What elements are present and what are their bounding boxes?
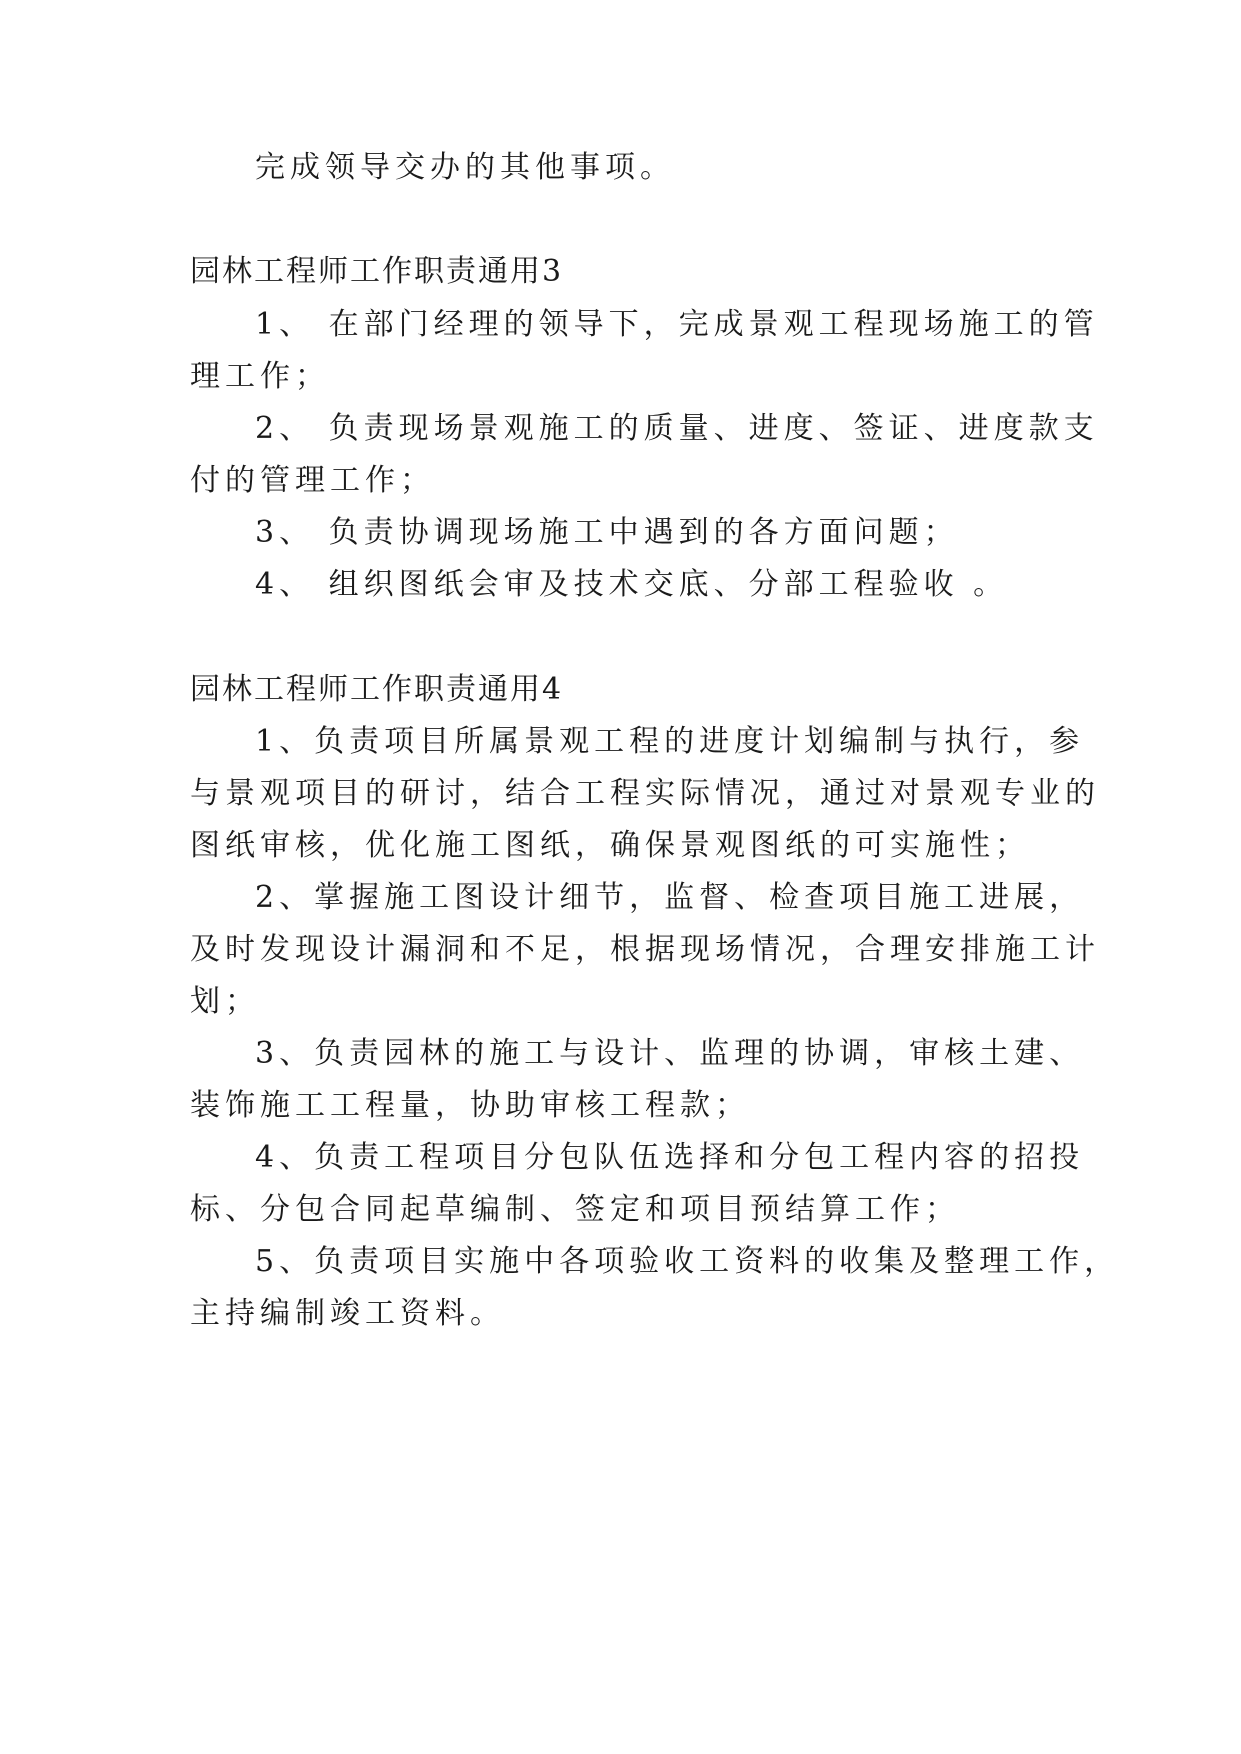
intro-paragraph: 完成领导交办的其他事项。 — [255, 150, 675, 185]
section-4-item-3-line-2: 装饰施工工程量，协助审核工程款； — [190, 1088, 750, 1123]
section-4-item-4-line-1: 4、负责工程项目分包队伍选择和分包工程内容的招投 — [255, 1140, 1085, 1175]
section-4-item-5-line-2: 主持编制竣工资料。 — [190, 1296, 505, 1331]
section-4-item-5-line-1: 5、负责项目实施中各项验收工资料的收集及整理工作， — [255, 1244, 1120, 1279]
section-3-item-1-line-2: 理工作； — [190, 359, 330, 394]
section-4-item-3-line-1: 3、负责园林的施工与设计、监理的协调，审核土建、 — [255, 1036, 1085, 1071]
section-4-item-1-line-2: 与景观项目的研讨，结合工程实际情况，通过对景观专业的 — [190, 776, 1100, 811]
section-4-item-2-line-3: 划； — [190, 984, 260, 1019]
section-4-item-1-line-3: 图纸审核，优化施工图纸，确保景观图纸的可实施性； — [190, 828, 1030, 863]
section-3-title: 园林工程师工作职责通用3 — [190, 254, 564, 289]
section-3-item-2-line-1: 2、 负责现场景观施工的质量、进度、签证、进度款支 — [255, 411, 1099, 446]
section-4-item-2-line-2: 及时发现设计漏洞和不足，根据现场情况，合理安排施工计 — [190, 932, 1100, 967]
section-3-item-4: 4、 组织图纸会审及技术交底、分部工程验收 。 — [255, 567, 1009, 602]
section-3-item-2-line-2: 付的管理工作； — [190, 463, 435, 498]
section-3-item-1-line-1: 1、 在部门经理的领导下，完成景观工程现场施工的管 — [255, 307, 1099, 342]
section-3-item-3: 3、 负责协调现场施工中遇到的各方面问题； — [255, 515, 959, 550]
section-4-item-2-line-1: 2、掌握施工图设计细节，监督、检查项目施工进展， — [255, 880, 1085, 915]
section-4-item-1-line-1: 1、负责项目所属景观工程的进度计划编制与执行，参 — [255, 724, 1085, 759]
section-4-title: 园林工程师工作职责通用4 — [190, 672, 564, 707]
section-4-item-4-line-2: 标、分包合同起草编制、签定和项目预结算工作； — [190, 1192, 960, 1227]
